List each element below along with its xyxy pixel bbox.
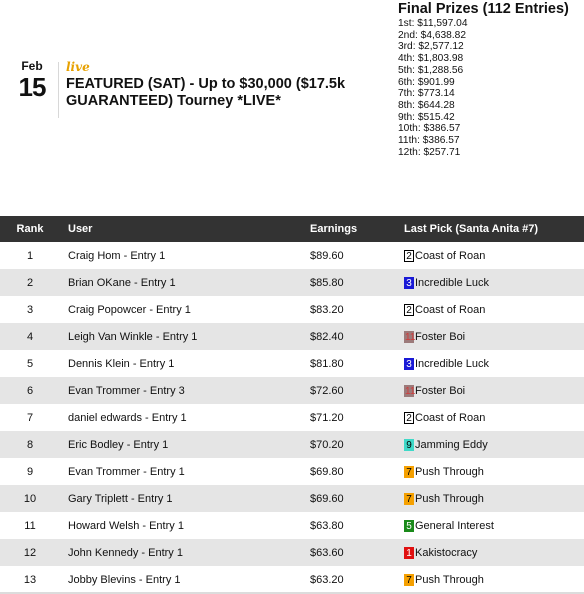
post-position-badge: 2 (404, 250, 414, 262)
rank-cell: 7 (26, 411, 34, 424)
header-last-pick[interactable]: Last Pick (Santa Anita #7) (404, 216, 584, 242)
prize-item: 11th: $386.57 (398, 135, 460, 147)
prize-item: 5th: $1,288.56 (398, 64, 464, 76)
horse-name: Foster Boi (415, 330, 466, 343)
event-date (12, 58, 52, 100)
earnings-cell: $71.20 (310, 411, 344, 424)
last-pick (404, 385, 465, 397)
user-cell[interactable]: Craig Popowcer - Entry 1 (68, 303, 191, 316)
rank-cell: 5 (26, 357, 34, 370)
prize-item: 7th: $773.14 (398, 88, 455, 100)
event-month: Feb (21, 59, 43, 73)
horse-name: Push Through (415, 465, 484, 478)
event-day: 15 (18, 72, 46, 102)
user-cell[interactable]: John Kennedy - Entry 1 (60, 539, 302, 566)
table-row[interactable] (0, 269, 584, 296)
table-row[interactable] (0, 296, 584, 323)
user-cell[interactable]: Jobby Blevins - Entry 1 (68, 573, 181, 586)
table-row[interactable] (0, 431, 584, 458)
user-cell[interactable]: Brian OKane - Entry 1 (60, 269, 302, 296)
post-position-badge: 2 (404, 412, 414, 424)
last-pick (404, 358, 489, 370)
last-pick-cell (404, 458, 584, 485)
earnings-cell: $63.80 (310, 519, 344, 532)
earnings-cell: $63.60 (302, 539, 404, 566)
post-position-badge: 7 (404, 466, 414, 478)
prize-item: 12th: $257.71 (398, 146, 461, 158)
leaderboard-table (0, 216, 584, 593)
rank-cell: 12 (0, 539, 60, 566)
last-pick (404, 493, 484, 505)
earnings-cell: $63.20 (310, 573, 344, 586)
last-pick (404, 466, 484, 478)
table-row[interactable] (0, 485, 584, 512)
earnings-cell: $83.20 (310, 303, 344, 316)
prize-item: 1st: $11,597.04 (398, 18, 468, 29)
final-prizes-title: Final Prizes (112 Entries) (398, 1, 569, 17)
horse-name: Coast of Roan (415, 411, 486, 424)
last-pick (404, 439, 488, 451)
rank-cell: 2 (0, 269, 60, 296)
rank-cell: 10 (0, 485, 60, 512)
prize-item: 3rd: $2,577.12 (398, 41, 464, 53)
last-pick-cell (404, 242, 584, 269)
last-pick (404, 331, 465, 343)
post-position-badge: 1 (404, 547, 414, 559)
post-position-badge: 7 (404, 493, 414, 505)
last-pick (404, 574, 484, 586)
tournament-header (0, 0, 584, 210)
last-pick-cell (404, 566, 584, 593)
rank-cell: 4 (0, 323, 60, 350)
earnings-cell: $69.60 (302, 485, 404, 512)
user-cell[interactable]: Gary Triplett - Entry 1 (60, 485, 302, 512)
last-pick (404, 304, 485, 316)
horse-name: Coast of Roan (415, 303, 486, 316)
horse-name: Foster Boi (415, 384, 466, 397)
table-row[interactable] (0, 404, 584, 431)
post-position-badge: 7 (404, 574, 414, 586)
rank-cell: 3 (26, 303, 34, 316)
last-pick (404, 547, 477, 559)
user-cell[interactable]: Evan Trommer - Entry 3 (60, 377, 302, 404)
prize-item: 2nd: $4,638.82 (398, 29, 466, 41)
horse-name: Push Through (415, 492, 484, 505)
post-position-badge: 11 (405, 331, 416, 343)
user-cell[interactable]: Leigh Van Winkle - Entry 1 (60, 323, 302, 350)
prize-item: 8th: $644.28 (398, 99, 455, 111)
table-row[interactable] (0, 242, 584, 269)
header-rank[interactable]: Rank (0, 216, 60, 242)
last-pick-cell (404, 323, 584, 350)
last-pick (404, 520, 494, 532)
horse-name: Push Through (415, 573, 484, 586)
header-user[interactable]: User (60, 216, 302, 242)
table-row[interactable] (0, 323, 584, 350)
post-position-badge: 2 (404, 304, 414, 316)
rank-cell: 9 (26, 465, 34, 478)
last-pick (404, 277, 489, 289)
horse-name: General Interest (415, 519, 494, 532)
last-pick-cell (404, 404, 584, 431)
last-pick-cell (404, 350, 584, 377)
rank-cell: 6 (0, 377, 60, 404)
post-position-badge: 9 (404, 439, 414, 451)
earnings-cell: $70.20 (302, 431, 404, 458)
horse-name: Kakistocracy (415, 546, 478, 559)
event-title[interactable]: FEATURED (SAT) - Up to $30,000 ($17.5k GUARANTEED) Tourney *LIVE* (66, 76, 346, 109)
earnings-cell: $85.80 (302, 269, 404, 296)
post-position-badge: 5 (404, 520, 414, 532)
rank-cell: 1 (26, 249, 34, 262)
last-pick-cell (404, 431, 584, 458)
user-cell[interactable]: daniel edwards - Entry 1 (68, 411, 187, 424)
earnings-cell: $82.40 (302, 323, 404, 350)
user-cell[interactable]: Dennis Klein - Entry 1 (68, 357, 175, 370)
rank-cell: 13 (23, 573, 37, 586)
last-pick-cell (404, 377, 584, 404)
horse-name: Incredible Luck (415, 357, 489, 370)
rank-cell: 11 (24, 519, 36, 532)
leaderboard-body (0, 242, 584, 593)
rank-cell: 8 (0, 431, 60, 458)
final-prizes-panel (398, 0, 584, 158)
table-row[interactable] (0, 512, 584, 539)
table-row[interactable] (0, 458, 584, 485)
last-pick-cell (404, 512, 584, 539)
table-row[interactable] (0, 350, 584, 377)
event-info (66, 60, 376, 110)
date-divider (58, 62, 59, 118)
prize-item: 4th: $1,803.98 (398, 53, 464, 65)
user-cell[interactable]: Evan Trommer - Entry 1 (68, 465, 185, 478)
earnings-cell: $81.80 (310, 357, 344, 370)
last-pick-cell (404, 539, 584, 566)
table-row[interactable] (0, 566, 584, 593)
leaderboard-header-row (0, 216, 584, 242)
prize-list (398, 18, 584, 158)
earnings-cell: $89.60 (310, 249, 344, 262)
earnings-cell: $69.80 (310, 465, 344, 478)
post-position-badge: 11 (405, 385, 416, 397)
last-pick (404, 250, 485, 262)
prize-item: 6th: $901.99 (398, 76, 455, 88)
last-pick-cell (404, 485, 584, 512)
table-row[interactable] (0, 539, 584, 566)
earnings-cell: $72.60 (302, 377, 404, 404)
post-position-badge: 3 (404, 277, 414, 289)
user-cell[interactable]: Howard Welsh - Entry 1 (68, 519, 184, 532)
user-cell[interactable]: Eric Bodley - Entry 1 (60, 431, 302, 458)
user-cell[interactable]: Craig Hom - Entry 1 (68, 249, 166, 262)
last-pick (404, 412, 485, 424)
horse-name: Jamming Eddy (415, 438, 488, 451)
table-row[interactable] (0, 377, 584, 404)
live-badge: live (66, 60, 90, 74)
header-earnings[interactable]: Earnings (302, 216, 404, 242)
last-pick-cell (404, 296, 584, 323)
prize-item: 9th: $515.42 (398, 111, 455, 123)
prize-item: 10th: $386.57 (398, 123, 461, 135)
horse-name: Incredible Luck (415, 276, 489, 289)
horse-name: Coast of Roan (415, 249, 486, 262)
post-position-badge: 3 (404, 358, 414, 370)
last-pick-cell (404, 269, 584, 296)
